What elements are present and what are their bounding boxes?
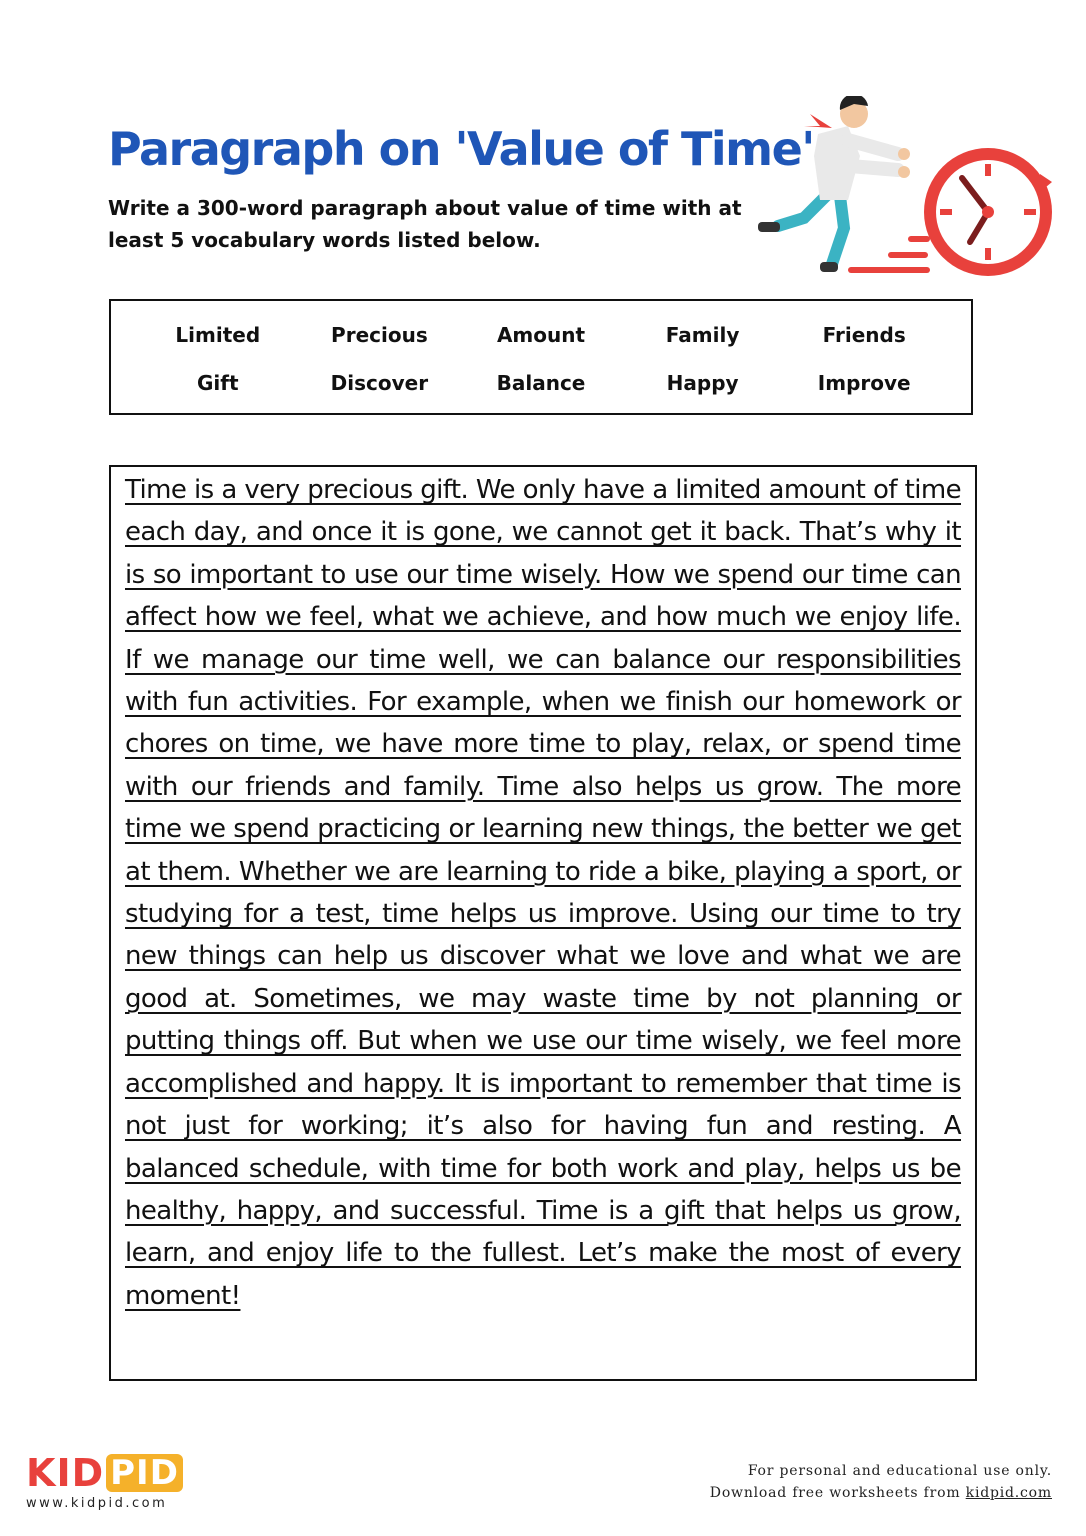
footer-link[interactable]: kidpid.com — [965, 1485, 1052, 1501]
logo-pid-text: PID — [106, 1454, 183, 1492]
kidpid-logo — [26, 1451, 179, 1516]
vocab-word: Balance — [496, 371, 586, 395]
footer-line-2-prefix: Download free worksheets from — [709, 1485, 966, 1501]
footer-note — [710, 1460, 1052, 1504]
instructions: Write a 300-word paragraph about value of time with at least 5 vocabulary words listed below. — [108, 196, 742, 252]
footer-line-1: For personal and educational use only. — [747, 1463, 1052, 1479]
vocab-word: Improve — [817, 371, 911, 395]
vocab-word: Family — [665, 323, 740, 347]
vocab-word: Limited — [175, 323, 261, 347]
paragraph-text: Time is a very precious gift. We only have a limited amount of time each day, and once it is gone, we cannot get it back. That’s why it is so important to use our time wisely. How we spend our time can affect how we feel, what we achieve, and how much we enjoy life. If we manage our time well, we can balance our responsibilities with fun activities. For example, when we finish our homework or chores on time, we have more time to play, relax, or spend time with our friends and family. Time also helps us grow. The more time we spend practicing or learning new things, the better we get at them. Whether we are learning to ride a bike, playing a sport, or studying for a test, time helps us improve. Using our time to try new things can help us discover what we love and what we are good at. Sometimes, we may waste time by not planning or putting things off. But when we use our time wisely, we feel more accomplished and happy. It is important to remember that time is not just for working; it’s also for having fun and resting. A balanced schedule, with time for both work and play, helps us be healthy, happy, and successful. Time is a gift that helps us grow, learn, and enjoy life to the fullest. Let’s make the most of every moment! — [125, 475, 961, 1311]
page-title: Paragraph on 'Value of Time' — [108, 122, 814, 176]
footer-line-2 — [710, 1482, 1052, 1504]
answer-box — [109, 465, 977, 1381]
vocab-word: Happy — [666, 371, 739, 395]
vocabulary-box — [109, 299, 973, 415]
running-man-clock-icon — [748, 96, 1058, 286]
vocab-word: Amount — [496, 323, 586, 347]
logo-url: www.kidpid.com — [26, 1496, 168, 1511]
logo-kid-text: KID — [26, 1451, 105, 1495]
vocab-word: Discover — [330, 371, 429, 395]
vocab-word: Friends — [822, 323, 906, 347]
vocab-word: Precious — [331, 323, 428, 347]
vocab-word: Gift — [197, 371, 239, 395]
